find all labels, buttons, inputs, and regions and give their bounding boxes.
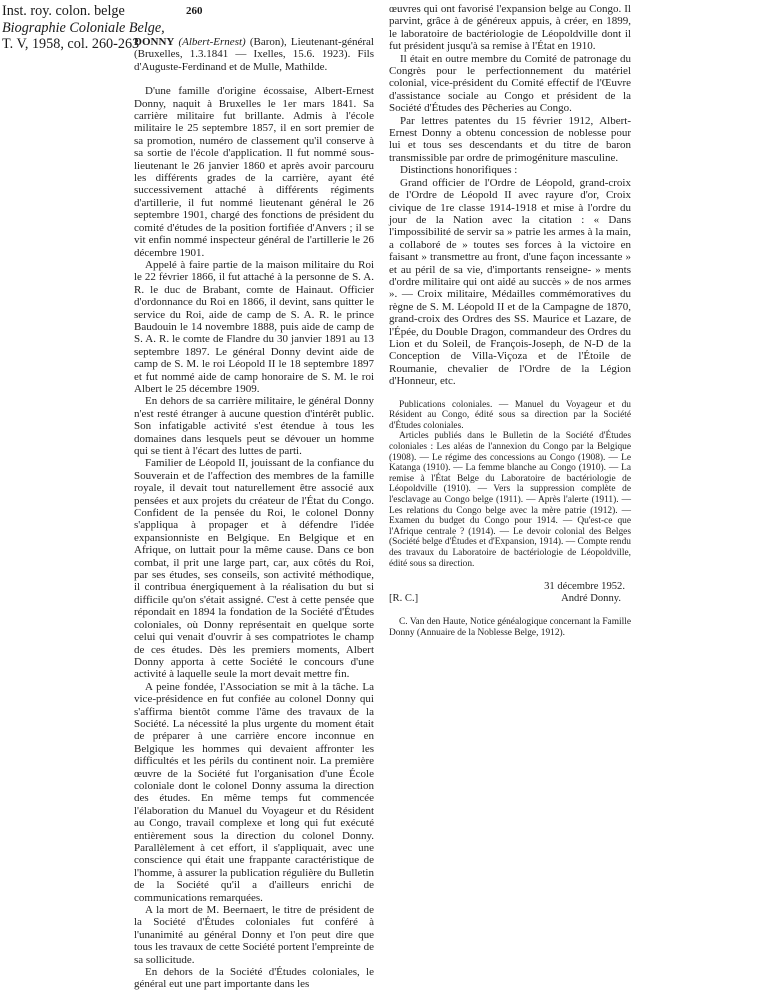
entry-given-names: (Albert-Ernest) bbox=[178, 36, 246, 48]
entry-summary: (Baron), Lieutenant-général (Bruxelles, 1.3.1841 — Ixelles, 15.6. 1923). Fils d'Auguste-Ferdinand et de Mulle, Mathilde. bbox=[134, 36, 374, 73]
left-paragraph: A peine fondée, l'Association se mit à la tâche. La vice-présidence en fut confiée au colonel Donny qui s'affirma bientôt comme l'âme des travaux de la Société. La nécessité la plus urgente du moment était de préparer à une carrière encore inconnue en Belgique les hommes qui devaient affronter les difficultés et les périls du continent noir. La première œuvre de la Société fut l'organisation d'une École coloniale dont le colonel Donny assuma la direction des études. En même temps fut commencée l'élaboration du Manuel du Voyageur et du Résident au Congo, travail complexe et long qui fut exécuté entièrement sous la direction du colonel Donny. Parallèlement à cet effort, il s'appliquait, avec une conscience qui était une frappante caractéristique de l'homme, à assurer la publication régulière du Bulletin de la Société qu'il a d'ailleurs enrichi de communications remarquées. bbox=[134, 680, 374, 904]
left-column bbox=[134, 36, 374, 991]
right-paragraph: Grand officier de l'Ordre de Léopold, grand-croix de l'Ordre de Léopold II avec rayure d'or, Croix civique de 1re classe 1914-1918 et mise à l'ordre du jour de la Nation avec la citation : « Dans l'impossibilité de servir sa » patrie les armes à la main, a collaboré de » toutes ses forces à la victoire en faisant » transmettre au front, d'une façon incessante » et au péril de sa vie, d'importants renseigne- » ments d'ordre militaire qui ont aidé au succès » de nos armes ». — Croix militaire, Médailles commémoratives du règne de S. M. Léopold II et de la Campagne de 1870, grand-croix des Ordres des SS. Maurice et Lazare, de l'Épée, du Double Dragon, commandeur des Ordres du Lion et du Soleil, de François-Joseph, de N-D de la Conception de Villa-Viçoza et de l'Étoile de Roumanie, chevalier de l'Ordre de la Légion d'Honneur, etc. bbox=[389, 176, 631, 388]
reference-entry: C. Van den Haute, Notice généalogique concernant la Famille Donny (Annuaire de la Noblesse Belge, 1912). bbox=[389, 617, 631, 638]
left-paragraph: En dehors de sa carrière militaire, le général Donny n'est resté étranger à aucune question d'intérêt public. Son infatigable activité s'est étendue à tous les domaines dans lesquels peut se dévouer un homme qui se tient à l'écart des luttes de parti. bbox=[134, 395, 374, 457]
right-paragraph: Il était en outre membre du Comité de patronage du Congrès pour le perfectionnement du matériel colonial, vice-président du Comité effectif de l'Œuvre d'assistance sociale au Congo et président de la Société d'Études des Pêcheries au Congo. bbox=[389, 52, 631, 115]
source-line-3: T. V, 1958, col. 260-263 bbox=[2, 36, 140, 53]
right-paragraph: Par lettres patentes du 15 février 1912, Albert-Ernest Donny a obtenu concession de noblesse pour lui et tous ses descendants et du titre de baron transmissible par ordre de primogéniture masculine. bbox=[389, 114, 631, 164]
right-paragraph: Distinctions honorifiques : bbox=[400, 164, 518, 177]
right-paragraph: œuvres qui ont favorisé l'expansion belge au Congo. Il parvint, grâce à de généreux appuis, à créer, en 1899, le laboratoire de bactériologie de Léopoldville dont il fut président jusqu'à sa remise à l'État en 1910. bbox=[389, 3, 631, 53]
signature-date: 31 décembre 1952. bbox=[544, 581, 625, 593]
signature-author: André Donny. bbox=[561, 593, 621, 605]
right-column bbox=[389, 3, 631, 638]
source-line-2: Biographie Coloniale Belge, bbox=[2, 19, 165, 36]
entry-heading bbox=[134, 36, 374, 73]
bibliography bbox=[389, 400, 631, 570]
page-number: 260 bbox=[186, 5, 203, 17]
signature-block bbox=[389, 581, 631, 607]
signature-initials: [R. C.] bbox=[389, 593, 419, 605]
source-line-1: Inst. roy. colon. belge bbox=[2, 3, 125, 19]
bibliography-entry: Articles publiés dans le Bulletin de la Société d'Études coloniales : Les aléas de l'annexion du Congo par la Belgique (1908). — Le régime des concessions au Congo (1908). — Le Katanga (1910). — La femme blanche au Congo (1910). — La remise à l'État Belge du Laboratoire de bactériologie de Léopoldville (1910). — Vers la suppression complète de l'esclavage au Congo belge (1911). — Après l'alerte (1911). — Les relations du Congo belge avec la mère patrie (1912). — Examen du budget du Congo pour 1914. — Qu'est-ce que l'Afrique centrale ? (1914). — Le devoir colonial des Belges (Société belge d'Études et d'Expansion, 1914). — Compte rendu des travaux du Laboratoire de bactériologie de Léopoldville, édité sous sa direction. bbox=[389, 431, 631, 569]
left-paragraph: En dehors de la Société d'Études coloniales, le général eut une part importante dans les bbox=[134, 966, 374, 991]
entry-name: DONNY bbox=[134, 36, 175, 48]
references bbox=[389, 617, 631, 638]
bibliography-entry: Publications coloniales. — Manuel du Voyageur et du Résident au Congo, édité sous sa direction par la Société d'Études coloniales. bbox=[389, 399, 631, 431]
left-paragraph: Appelé à faire partie de la maison militaire du Roi le 22 février 1866, il fut attaché à la personne de S. A. R. le duc de Brabant, comte de Hainaut. Officier d'ordonnance du Roi en 1866, il devint, sans quitter le service du Roi, aide de camp de S. A. R. le prince Baudouin le 14 novembre 1888, puis aide de camp de S. A. R. le comte de Flandre du 30 janvier 1891 au 13 septembre 1897. Le général Donny devint aide de camp de S. M. le roi Léopold II le 18 septembre 1897 et fut nommé aide de camp honoraire de S. M. le roi Albert le 25 décembre 1909. bbox=[134, 258, 374, 395]
left-paragraph: D'une famille d'origine écossaise, Albert-Ernest Donny, naquit à Bruxelles le 1er mars 1841. Sa carrière militaire fut brillante. Admis à l'école militaire le 25 septembre 1857, il en sort premier de sa promotion, numéro de classement qu'il conserve à sa sortie de l'école d'application. Il fut nommé sous-lieutenant le 26 janvier 1860 et après avoir parcouru les différents grades de la carrière, ayant été successivement attaché à différents régiments d'artillerie, il fut nommé lieutenant général le 26 septembre 1901, chargé des fonctions de président du comité d'études de la position fortifiée d'Anvers ; il se vit enfin nommé inspecteur général de l'artillerie le 26 décembre 1901. bbox=[134, 85, 374, 259]
left-paragraph: A la mort de M. Beernaert, le titre de président de la Société d'Études coloniales fut conféré à l'unanimité au général Donny et l'on peut dire que tous les travaux de cette Société portent l'empreinte de sa sollicitude. bbox=[134, 904, 374, 966]
left-paragraph: Familier de Léopold II, jouissant de la confiance du Souverain et de l'affection des membres de la famille royale, il devait tout naturellement être associé aux pensées et aux projets du créateur de l'État du Congo. Confident de la pensée du Roi, le colonel Donny s'appliqua à propager et à défendre l'idée expansionniste en Belgique. En Belgique et en Afrique, on luttait pour la même cause. Dans ce bon combat, il prit une large part, car, aux côtés du Roi, par ses études, ses conseils, son activité méthodique, il contribua énergiquement à la réalisation du but si difficile qu'on s'était assigné. C'est à cette pensée que répondait en 1894 la fondation de la Société d'Études coloniales, où Donny représentait en quelque sorte celui qui venait d'ouvrir à ses compatriotes le champ de ces études. Dès les premiers moments, Albert Donny apporta à cette Société le concours d'une activité à laquelle seule la mort devait mettre fin. bbox=[134, 457, 374, 681]
